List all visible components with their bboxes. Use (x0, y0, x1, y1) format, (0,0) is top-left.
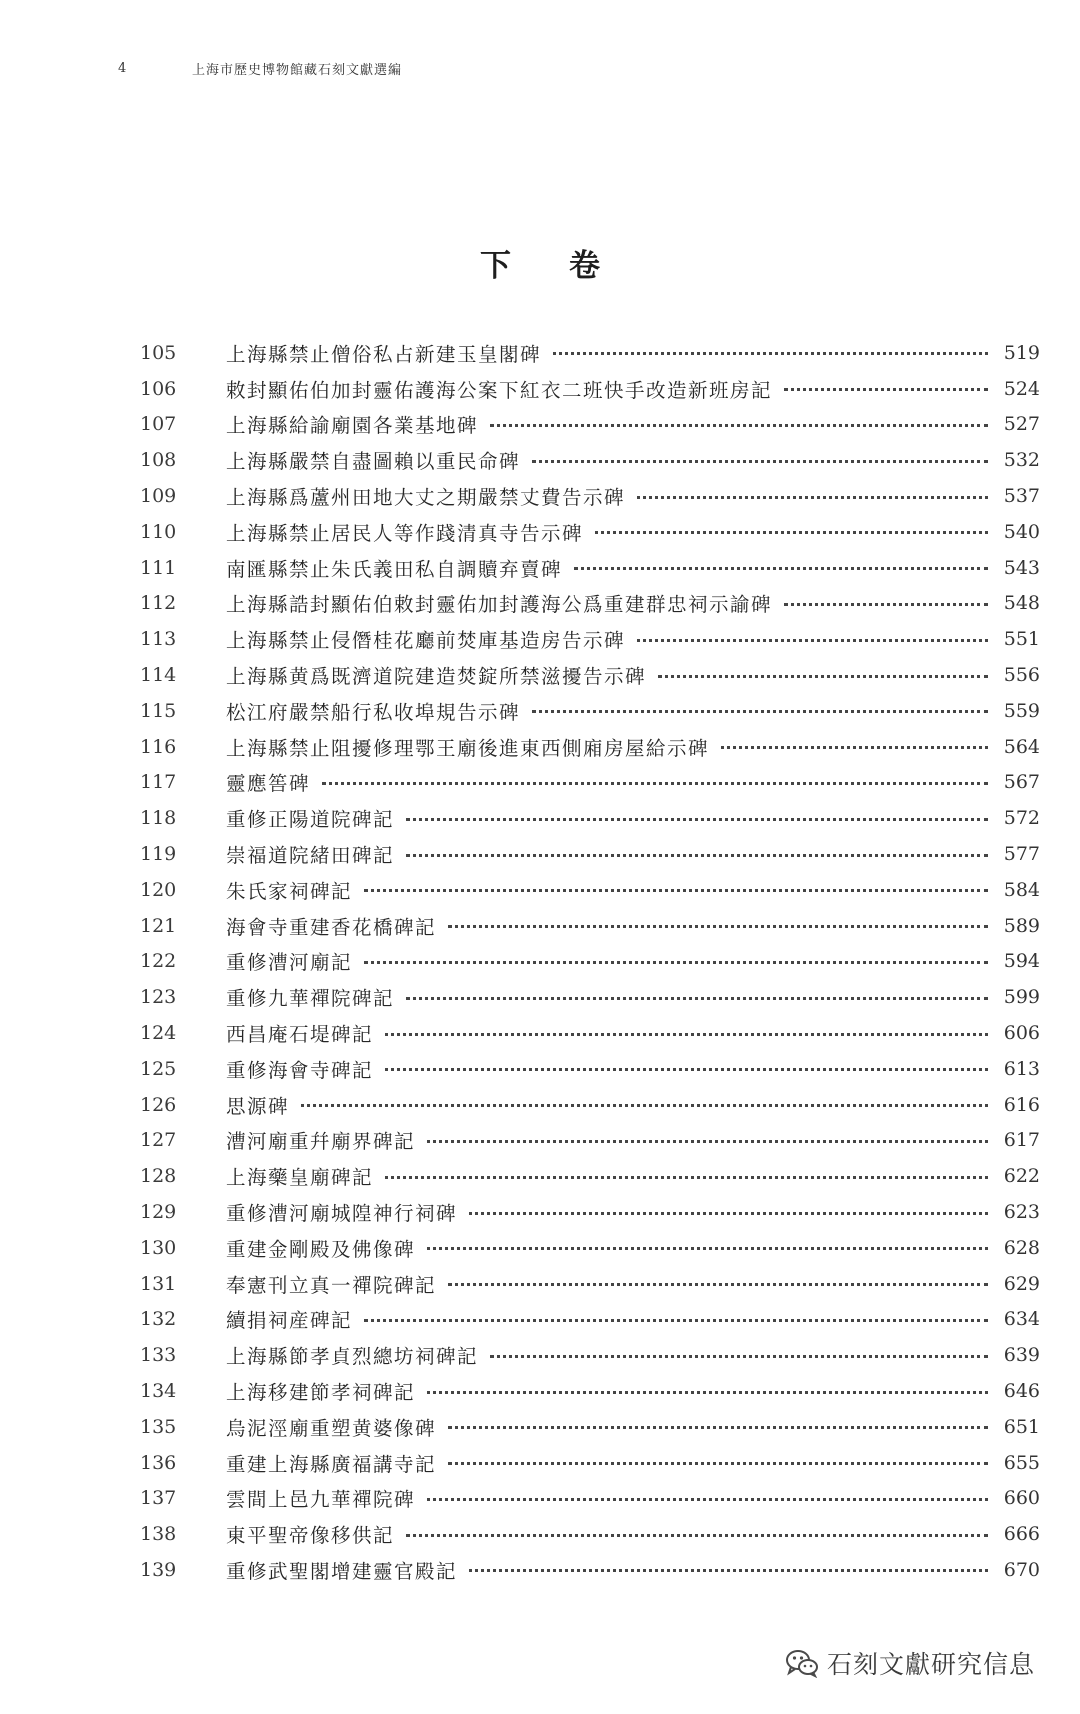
dot-leader (448, 1462, 988, 1465)
dot-leader (490, 1355, 988, 1358)
toc-entry-title: 上海縣給諭廟園各業基地碑 (226, 414, 479, 438)
toc-entry-number: 127 (140, 1129, 177, 1152)
dot-leader (406, 997, 988, 1000)
toc-entry-title: 重修正陽道院碑記 (226, 808, 395, 832)
toc-entry (140, 944, 1040, 980)
dot-leader (448, 1283, 988, 1286)
toc-entry-page: 572 (1003, 807, 1040, 830)
toc-entry-number: 107 (140, 413, 177, 436)
toc-entry-title: 西昌庵石堤碑記 (226, 1023, 374, 1047)
dot-leader (427, 1247, 988, 1250)
toc-entry (140, 1087, 1040, 1123)
watermark (785, 1645, 1035, 1681)
toc-entry (140, 621, 1040, 657)
dot-leader (553, 352, 988, 355)
toc-entry-page: 559 (1003, 699, 1040, 722)
toc-entry-title: 上海縣爲蘆州田地大丈之期嚴禁丈費告示碑 (226, 486, 626, 510)
toc-entry-title: 上海藥皇廟碑記 (226, 1166, 374, 1190)
toc-entry-title: 重修漕河廟記 (226, 951, 353, 975)
toc-entry-number: 122 (140, 950, 177, 973)
toc-entry (140, 514, 1040, 550)
toc-entry-number: 108 (140, 449, 177, 472)
toc-entry (140, 1158, 1040, 1194)
toc-entry-title: 上海縣禁止僧俗私占新建玉皇閣碑 (226, 342, 542, 366)
toc-entry-page: 651 (1003, 1415, 1040, 1438)
dot-leader (427, 1140, 988, 1143)
toc-entry-title: 上海縣嚴禁自盡圖賴以重民命碑 (226, 450, 521, 474)
toc-entry-number: 106 (140, 377, 177, 400)
toc-entry-number: 114 (140, 664, 177, 687)
toc-entry-page: 622 (1003, 1165, 1040, 1188)
book-title: 上海市歷史博物館藏石刻文獻選編 (192, 62, 403, 78)
toc-entry (140, 872, 1040, 908)
dot-leader (721, 746, 988, 749)
dot-leader (595, 531, 988, 534)
toc-entry-number: 130 (140, 1236, 177, 1259)
toc-entry-page: 639 (1003, 1344, 1040, 1367)
toc-entry-number: 110 (140, 520, 177, 543)
toc-entry-title: 靈應筶碑 (226, 772, 311, 796)
wechat-icon (785, 1648, 819, 1678)
toc-entry (140, 586, 1040, 622)
dot-leader (406, 1534, 988, 1537)
dot-leader (637, 496, 988, 499)
toc-entry-number: 139 (140, 1558, 177, 1581)
watermark-text: 石刻文獻研究信息 (827, 1650, 1036, 1679)
toc-entry (140, 908, 1040, 944)
toc-entry-number: 116 (140, 735, 177, 758)
toc-entry (140, 478, 1040, 514)
toc-entry-title: 崇福道院緒田碑記 (226, 844, 395, 868)
toc-entry-title: 重建上海縣廣福講寺記 (226, 1452, 437, 1476)
dot-leader (427, 1391, 988, 1394)
toc-entry-title: 雲間上邑九華禪院碑 (226, 1488, 416, 1512)
toc-entry-number: 115 (140, 699, 177, 722)
toc-entry-number: 112 (140, 592, 177, 615)
toc-entry (140, 1230, 1040, 1266)
toc-entry-title: 上海縣禁止侵僭桂花廳前焚庫基造房告示碑 (226, 629, 626, 653)
toc-entry-number: 120 (140, 878, 177, 901)
toc-entry-number: 131 (140, 1272, 177, 1295)
toc-entry-number: 118 (140, 807, 177, 830)
dot-leader (385, 1068, 988, 1071)
toc-entry-title: 思源碑 (226, 1094, 290, 1118)
toc-entry-page: 537 (1003, 485, 1040, 508)
toc-entry-number: 123 (140, 986, 177, 1009)
dot-leader (364, 1319, 988, 1322)
toc-entry-number: 128 (140, 1165, 177, 1188)
toc-entry-page: 666 (1003, 1523, 1040, 1546)
toc-entry-page: 670 (1003, 1558, 1040, 1581)
dot-leader (364, 889, 988, 892)
toc-entry-number: 137 (140, 1487, 177, 1510)
dot-leader (448, 925, 988, 928)
dot-leader (322, 782, 988, 785)
toc-entry-title: 重修海會寺碑記 (226, 1058, 374, 1082)
toc-entry-title: 敕封顯佑伯加封靈佑護海公案下紅衣二班快手改造新班房記 (226, 378, 773, 402)
toc-entry (140, 1373, 1040, 1409)
dot-leader (658, 675, 988, 678)
toc-entry-page: 613 (1003, 1057, 1040, 1080)
toc-entry-title: 上海縣誥封顯佑伯敕封靈佑加封護海公爲重建群忠祠示諭碑 (226, 593, 773, 617)
toc-entry-page: 628 (1003, 1236, 1040, 1259)
toc-entry-number: 133 (140, 1344, 177, 1367)
running-header (118, 58, 402, 78)
toc-entry (140, 407, 1040, 443)
toc-entry-page: 556 (1003, 664, 1040, 687)
toc-entry (140, 1552, 1040, 1588)
toc-entry-number: 132 (140, 1308, 177, 1331)
section-title: 下卷 (480, 248, 658, 284)
toc-entry (140, 1051, 1040, 1087)
toc-entry (140, 693, 1040, 729)
toc-entry-page: 543 (1003, 556, 1040, 579)
dot-leader (469, 1212, 988, 1215)
dot-leader (490, 424, 988, 427)
dot-leader (406, 854, 988, 857)
toc-entry (140, 1302, 1040, 1338)
toc-entry-number: 136 (140, 1451, 177, 1474)
toc-entry-page: 594 (1003, 950, 1040, 973)
dot-leader (574, 567, 988, 570)
dot-leader (784, 603, 988, 606)
toc-entry-title: 朱氏家祠碑記 (226, 879, 353, 903)
dot-leader (301, 1104, 988, 1107)
dot-leader (364, 961, 988, 964)
dot-leader (532, 460, 988, 463)
toc-entry-page: 527 (1003, 413, 1040, 436)
toc-entry-page: 532 (1003, 449, 1040, 472)
toc-entry-page: 616 (1003, 1093, 1040, 1116)
toc-entry (140, 371, 1040, 407)
toc-entry (140, 1015, 1040, 1051)
toc-entry-number: 138 (140, 1523, 177, 1546)
toc-entry-number: 129 (140, 1201, 177, 1224)
table-of-contents (140, 335, 1040, 1588)
toc-entry (140, 442, 1040, 478)
toc-entry-page: 606 (1003, 1022, 1040, 1045)
toc-entry-page: 646 (1003, 1380, 1040, 1402)
toc-entry-page: 589 (1003, 914, 1040, 937)
toc-entry (140, 979, 1040, 1015)
toc-entry (140, 1337, 1040, 1373)
toc-entry-title: 上海縣黄爲既濟道院建造焚錠所禁滋擾告示碑 (226, 665, 647, 689)
toc-entry-title: 重建金剛殿及佛像碑 (226, 1237, 416, 1261)
toc-entry-title: 重修漕河廟城隍神行祠碑 (226, 1202, 458, 1226)
toc-entry-page: 660 (1003, 1487, 1040, 1510)
toc-entry-title: 漕河廟重幷廟界碑記 (226, 1130, 416, 1154)
toc-entry-number: 135 (140, 1415, 177, 1438)
toc-entry-title: 上海縣禁止居民人等作踐清真寺告示碑 (226, 521, 584, 545)
toc-entry (140, 765, 1040, 801)
toc-entry-number: 111 (140, 556, 177, 579)
toc-entry (140, 1409, 1040, 1445)
toc-entry-number: 124 (140, 1022, 177, 1045)
toc-entry-number: 134 (140, 1380, 177, 1402)
toc-entry-page: 655 (1003, 1451, 1040, 1474)
toc-entry-number: 121 (140, 914, 177, 937)
toc-entry-title: 烏泥涇廟重塑黄婆像碑 (226, 1416, 437, 1440)
toc-entry-page: 519 (1003, 341, 1040, 364)
dot-leader (448, 1426, 988, 1429)
dot-leader (385, 1033, 988, 1036)
toc-entry (140, 1445, 1040, 1481)
toc-entry (140, 1123, 1040, 1159)
dot-leader (469, 1569, 988, 1572)
toc-entry-page: 548 (1003, 592, 1040, 615)
dot-leader (427, 1498, 988, 1501)
toc-entry-title: 松江府嚴禁船行私收埠規告示碑 (226, 700, 521, 724)
toc-entry-page: 617 (1003, 1129, 1040, 1152)
toc-entry-page: 634 (1003, 1308, 1040, 1331)
toc-entry-page: 540 (1003, 520, 1040, 543)
dot-leader (406, 818, 988, 821)
toc-entry-title: 上海縣禁止阻擾修理鄂王廟後進東西側廂房屋給示碑 (226, 736, 710, 760)
toc-entry-number: 119 (140, 843, 177, 866)
toc-entry (140, 1266, 1040, 1302)
toc-entry-number: 105 (140, 341, 177, 364)
toc-entry-number: 113 (140, 628, 177, 651)
dot-leader (532, 710, 988, 713)
toc-entry-page: 551 (1003, 628, 1040, 651)
toc-entry-page: 629 (1003, 1272, 1040, 1295)
toc-entry-title: 上海移建節孝祠碑記 (226, 1381, 416, 1404)
dot-leader (385, 1176, 988, 1179)
toc-entry (140, 1194, 1040, 1230)
toc-entry-title: 重修武聖閣增建靈官殿記 (226, 1559, 458, 1583)
page-number: 4 (118, 60, 128, 76)
toc-entry-page: 564 (1003, 735, 1040, 758)
toc-entry (140, 836, 1040, 872)
toc-entry (140, 657, 1040, 693)
toc-entry (140, 1516, 1040, 1552)
toc-entry (140, 550, 1040, 586)
dot-leader (637, 639, 988, 642)
toc-entry (140, 1481, 1040, 1517)
toc-entry-page: 524 (1003, 377, 1040, 400)
toc-entry-title: 上海縣節孝貞烈總坊祠碑記 (226, 1345, 479, 1369)
toc-entry-number: 109 (140, 485, 177, 508)
toc-entry-title: 南匯縣禁止朱氏義田私自調贖弃賣碑 (226, 557, 563, 581)
toc-entry-title: 奉憲刊立真一禪院碑記 (226, 1273, 437, 1297)
toc-entry (140, 335, 1040, 371)
toc-entry-number: 125 (140, 1057, 177, 1080)
toc-entry-title: 海會寺重建香花橋碑記 (226, 915, 437, 939)
dot-leader (784, 388, 988, 391)
toc-entry-title: 重修九華禪院碑記 (226, 987, 395, 1011)
toc-entry-number: 117 (140, 771, 177, 794)
toc-entry-page: 577 (1003, 843, 1040, 866)
toc-entry-page: 584 (1003, 878, 1040, 901)
toc-entry-title: 續捐祠産碑記 (226, 1309, 353, 1333)
toc-entry (140, 729, 1040, 765)
toc-entry (140, 800, 1040, 836)
toc-entry-title: 東平聖帝像移供記 (226, 1524, 395, 1548)
toc-entry-page: 599 (1003, 986, 1040, 1009)
toc-entry-page: 623 (1003, 1201, 1040, 1224)
toc-entry-number: 126 (140, 1093, 177, 1116)
toc-entry-page: 567 (1003, 771, 1040, 794)
